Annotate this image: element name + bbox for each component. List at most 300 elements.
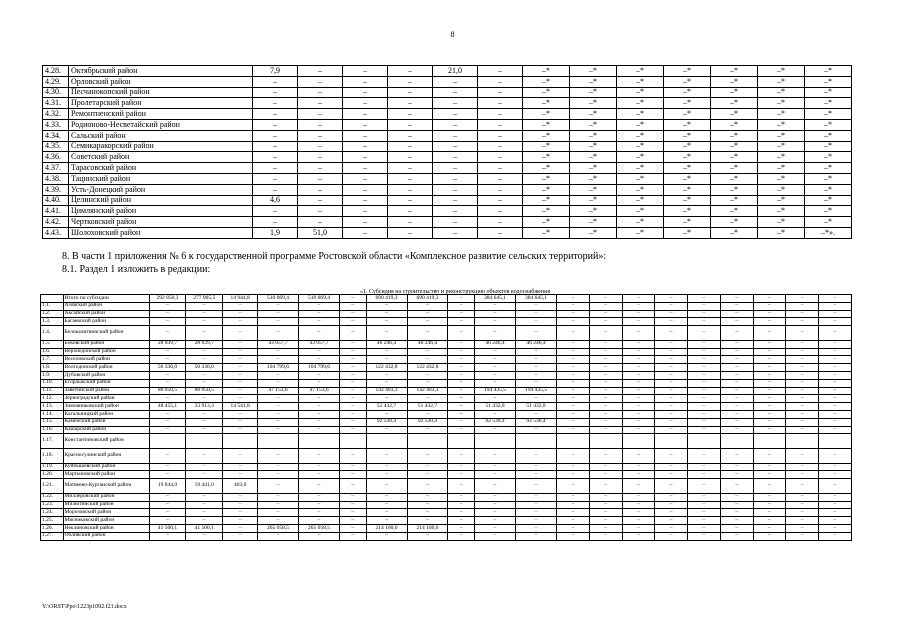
value-cell: – (589, 340, 622, 348)
value-cell: – (655, 448, 688, 463)
value-cell: – (720, 509, 753, 517)
table-row (43, 152, 852, 163)
value-cell: – (258, 509, 299, 517)
value-cell: – (556, 379, 589, 387)
value-cell: – (186, 509, 223, 517)
district-name-cell: Целинский район (69, 195, 253, 206)
district-name-cell: Итого по субсидии (63, 295, 149, 303)
value-cell: – (223, 395, 258, 403)
value-cell: – (516, 524, 557, 532)
table-row (41, 509, 852, 517)
value-cell: 277 905,5 (186, 295, 223, 303)
value-cell: –* (711, 217, 758, 228)
table-row (41, 410, 852, 418)
value-cell: – (223, 302, 258, 310)
subsidy-table-body (41, 295, 852, 541)
value-cell: – (589, 463, 622, 471)
value-cell: –* (664, 206, 711, 217)
value-cell: –* (617, 66, 664, 77)
value-cell: – (253, 109, 298, 120)
row-number-cell: 4.41. (43, 206, 69, 217)
value-cell: – (223, 371, 258, 379)
value-cell: – (589, 387, 622, 395)
value-cell: –* (523, 109, 570, 120)
table-row (41, 310, 852, 318)
value-cell: – (186, 356, 223, 364)
value-cell: – (258, 463, 299, 471)
value-cell: – (343, 66, 388, 77)
value-cell: – (786, 326, 819, 341)
value-cell: –* (570, 87, 617, 98)
value-cell: – (253, 141, 298, 152)
value-cell: – (786, 471, 819, 479)
value-cell: 7,9 (253, 66, 298, 77)
value-cell: – (786, 340, 819, 348)
value-cell: – (720, 517, 753, 525)
row-number-cell: 1.2. (41, 310, 64, 318)
value-cell: –* (758, 163, 805, 174)
value-cell: – (753, 493, 786, 501)
value-cell: – (448, 356, 475, 364)
value-cell: – (819, 479, 852, 494)
table-row (43, 119, 852, 130)
value-cell: – (298, 130, 343, 141)
row-number-cell: 4.37. (43, 163, 69, 174)
value-cell: – (407, 379, 448, 387)
value-cell: – (366, 517, 407, 525)
value-cell: – (223, 532, 258, 540)
value-cell: – (448, 371, 475, 379)
value-cell: – (556, 356, 589, 364)
value-cell: 142 403,3 (366, 387, 407, 395)
row-number-cell: 4.38. (43, 173, 69, 184)
value-cell: – (655, 340, 688, 348)
value-cell: – (516, 471, 557, 479)
district-name-cell: Миллеровский район (63, 493, 149, 501)
value-cell: – (688, 471, 721, 479)
value-cell: – (478, 76, 523, 87)
value-cell: – (655, 524, 688, 532)
value-cell: –* (758, 206, 805, 217)
value-cell: – (516, 371, 557, 379)
value-cell: – (819, 310, 852, 318)
value-cell: – (516, 426, 557, 434)
district-name-cell: Багаевский район (63, 318, 149, 326)
value-cell: – (516, 448, 557, 463)
value-cell: – (407, 517, 448, 525)
value-cell: – (253, 173, 298, 184)
value-cell: – (819, 493, 852, 501)
value-cell: – (589, 302, 622, 310)
value-cell: – (753, 410, 786, 418)
value-cell: –* (523, 76, 570, 87)
value-cell: – (475, 364, 516, 372)
value-cell: – (366, 318, 407, 326)
value-cell: 33 913,3 (186, 403, 223, 411)
value-cell: – (258, 418, 299, 426)
value-cell: – (448, 532, 475, 540)
value-cell: 88 050,5 (149, 387, 186, 395)
value-cell: – (688, 340, 721, 348)
value-cell: 19 441,0 (186, 479, 223, 494)
value-cell: – (475, 356, 516, 364)
value-cell: –* (711, 163, 758, 174)
value-cell: – (433, 184, 478, 195)
value-cell: – (516, 517, 557, 525)
value-cell: – (589, 501, 622, 509)
value-cell: – (258, 395, 299, 403)
value-cell: – (720, 318, 753, 326)
value-cell: – (149, 318, 186, 326)
section-caption: «1. Субсидия на строительство и реконструкцию объектов водоснабжения (360, 289, 551, 295)
value-cell: –* (570, 109, 617, 120)
value-cell: – (622, 479, 655, 494)
value-cell: – (589, 364, 622, 372)
row-number-cell (41, 295, 64, 303)
district-name-cell: Верхнедонской район (63, 348, 149, 356)
value-cell: – (655, 310, 688, 318)
value-cell: – (720, 364, 753, 372)
value-cell: – (753, 463, 786, 471)
value-cell: –* (523, 184, 570, 195)
value-cell: –* (523, 206, 570, 217)
value-cell: –* (523, 173, 570, 184)
value-cell: –* (570, 66, 617, 77)
value-cell: – (655, 532, 688, 540)
value-cell: – (622, 418, 655, 426)
value-cell: – (688, 395, 721, 403)
value-cell: – (366, 471, 407, 479)
district-name-cell: Азовский район (63, 302, 149, 310)
value-cell: – (366, 326, 407, 341)
value-cell: – (339, 387, 366, 395)
value-cell: –* (711, 206, 758, 217)
value-cell: – (655, 356, 688, 364)
value-cell: – (786, 387, 819, 395)
value-cell: –* (711, 195, 758, 206)
value-cell: –* (711, 141, 758, 152)
value-cell (258, 434, 299, 449)
value-cell: – (786, 501, 819, 509)
row-number-cell: 4.39. (43, 184, 69, 195)
value-cell: – (186, 395, 223, 403)
value-cell: 104 799,6 (299, 364, 340, 372)
value-cell: – (556, 517, 589, 525)
value-cell: 19 844,0 (149, 479, 186, 494)
amendment-subparagraph: 8.1. Раздел 1 изложить в редакции: (62, 264, 211, 275)
value-cell: – (339, 356, 366, 364)
table-row (43, 87, 852, 98)
value-cell: – (688, 410, 721, 418)
district-name-cell: Красносулинский район (63, 448, 149, 463)
value-cell: – (223, 410, 258, 418)
value-cell: – (339, 532, 366, 540)
value-cell: – (589, 532, 622, 540)
row-number-cell: 4.29. (43, 76, 69, 87)
value-cell: – (786, 509, 819, 517)
value-cell: 51 432,8 (475, 403, 516, 411)
value-cell: – (448, 340, 475, 348)
value-cell: – (448, 395, 475, 403)
value-cell: – (339, 410, 366, 418)
value-cell: 14 944,8 (223, 295, 258, 303)
value-cell: – (556, 471, 589, 479)
value-cell: –* (570, 206, 617, 217)
value-cell: – (339, 426, 366, 434)
value-cell: – (688, 524, 721, 532)
value-cell: – (475, 448, 516, 463)
value-cell: – (448, 410, 475, 418)
value-cell: – (366, 501, 407, 509)
value-cell: – (149, 463, 186, 471)
value-cell: – (339, 302, 366, 310)
value-cell: – (407, 471, 448, 479)
value-cell: – (688, 295, 721, 303)
row-number-cell: 1.10. (41, 379, 64, 387)
value-cell: – (298, 119, 343, 130)
value-cell: –* (758, 130, 805, 141)
value-cell: – (223, 340, 258, 348)
district-name-cell: Заветинский район (63, 387, 149, 395)
value-cell: 214 160,0 (366, 524, 407, 532)
value-cell: –* (805, 109, 852, 120)
value-cell: – (388, 184, 433, 195)
value-cell (556, 434, 589, 449)
value-cell: –* (805, 98, 852, 109)
table-row (43, 109, 852, 120)
value-cell: – (475, 501, 516, 509)
value-cell: – (819, 387, 852, 395)
value-cell: – (339, 371, 366, 379)
value-cell: – (589, 418, 622, 426)
value-cell: – (819, 318, 852, 326)
table-row (43, 184, 852, 195)
value-cell: –* (758, 184, 805, 195)
value-cell: – (622, 448, 655, 463)
value-cell: – (786, 356, 819, 364)
value-cell: – (753, 326, 786, 341)
value-cell: – (186, 410, 223, 418)
value-cell: – (753, 302, 786, 310)
district-name-cell: Константиновский район (63, 434, 149, 449)
value-cell: – (720, 410, 753, 418)
district-name-cell: Песчанокопский район (69, 87, 253, 98)
district-name-cell: Советский район (69, 152, 253, 163)
value-cell: – (433, 163, 478, 174)
value-cell: –* (664, 109, 711, 120)
value-cell: – (786, 348, 819, 356)
value-cell: – (478, 152, 523, 163)
table-row (43, 98, 852, 109)
district-name-cell: Зимовниковский район (63, 403, 149, 411)
value-cell: – (339, 403, 366, 411)
value-cell: – (753, 501, 786, 509)
value-cell: –* (570, 173, 617, 184)
value-cell: –* (570, 152, 617, 163)
value-cell: – (298, 163, 343, 174)
value-cell: – (786, 532, 819, 540)
value-cell: – (475, 371, 516, 379)
value-cell: –* (570, 227, 617, 238)
value-cell: – (556, 364, 589, 372)
value-cell: –* (664, 98, 711, 109)
value-cell: – (366, 463, 407, 471)
value-cell: – (433, 119, 478, 130)
row-number-cell: 1.18. (41, 448, 64, 463)
value-cell: – (253, 217, 298, 228)
value-cell: – (339, 310, 366, 318)
table-row (41, 418, 852, 426)
district-name-cell: Дубовский район (63, 371, 149, 379)
value-cell: – (299, 517, 340, 525)
value-cell: – (299, 493, 340, 501)
value-cell: –* (664, 119, 711, 130)
value-cell: – (339, 517, 366, 525)
row-number-cell: 4.28. (43, 66, 69, 77)
value-cell: – (366, 348, 407, 356)
value-cell: – (475, 410, 516, 418)
value-cell: – (720, 418, 753, 426)
value-cell: – (407, 310, 448, 318)
district-name-cell: Орловский район (69, 76, 253, 87)
value-cell: – (253, 76, 298, 87)
district-name-cell: Шолоховский район (69, 227, 253, 238)
value-cell: 43 057,7 (299, 340, 340, 348)
value-cell: – (223, 364, 258, 372)
value-cell: –* (617, 98, 664, 109)
value-cell: –* (523, 152, 570, 163)
table-row (43, 66, 852, 77)
value-cell: –* (523, 87, 570, 98)
value-cell: –* (570, 184, 617, 195)
value-cell: – (186, 318, 223, 326)
value-cell: – (299, 310, 340, 318)
value-cell: – (433, 76, 478, 87)
value-cell: – (688, 387, 721, 395)
value-cell: – (433, 152, 478, 163)
table-row (41, 340, 852, 348)
value-cell: 28 039,7 (149, 340, 186, 348)
value-cell: 92 530,4 (366, 418, 407, 426)
value-cell: – (622, 371, 655, 379)
districts-table-continued (42, 65, 852, 239)
value-cell: –* (617, 217, 664, 228)
value-cell: – (753, 395, 786, 403)
value-cell: – (622, 471, 655, 479)
value-cell: – (299, 395, 340, 403)
value-cell: – (407, 426, 448, 434)
value-cell: – (589, 479, 622, 494)
value-cell: –* (664, 152, 711, 163)
value-cell: – (819, 340, 852, 348)
value-cell: – (478, 87, 523, 98)
value-cell: – (343, 227, 388, 238)
value-cell: – (223, 426, 258, 434)
value-cell: – (388, 66, 433, 77)
value-cell: – (688, 463, 721, 471)
value-cell: – (819, 463, 852, 471)
value-cell: – (343, 206, 388, 217)
value-cell: – (556, 448, 589, 463)
value-cell: – (339, 340, 366, 348)
value-cell (407, 434, 448, 449)
value-cell: – (786, 379, 819, 387)
value-cell: – (388, 109, 433, 120)
value-cell: – (655, 418, 688, 426)
value-cell: – (149, 493, 186, 501)
value-cell: –* (523, 195, 570, 206)
value-cell: – (655, 517, 688, 525)
value-cell: – (258, 517, 299, 525)
value-cell: – (366, 379, 407, 387)
value-cell: – (343, 119, 388, 130)
value-cell: – (819, 418, 852, 426)
value-cell: – (223, 448, 258, 463)
value-cell: 122 432,8 (407, 364, 448, 372)
water-supply-subsidy-table (40, 294, 852, 541)
value-cell: – (366, 509, 407, 517)
value-cell (516, 434, 557, 449)
value-cell: – (516, 501, 557, 509)
value-cell: – (753, 532, 786, 540)
table-row (41, 295, 852, 303)
value-cell: – (448, 318, 475, 326)
value-cell: –* (758, 141, 805, 152)
value-cell (186, 434, 223, 449)
value-cell: – (299, 356, 340, 364)
district-name-cell: Неклиновский район (63, 524, 149, 532)
value-cell: – (343, 130, 388, 141)
value-cell: –* (711, 76, 758, 87)
table-row (41, 463, 852, 471)
value-cell: – (258, 471, 299, 479)
value-cell: – (388, 227, 433, 238)
value-cell: – (589, 379, 622, 387)
value-cell: – (223, 509, 258, 517)
value-cell: 690 419,3 (407, 295, 448, 303)
value-cell: – (819, 501, 852, 509)
value-cell: – (720, 295, 753, 303)
value-cell: – (655, 501, 688, 509)
value-cell: –* (523, 66, 570, 77)
value-cell (688, 434, 721, 449)
value-cell: – (819, 403, 852, 411)
district-name-cell: Цимлянский район (69, 206, 253, 217)
value-cell: – (475, 302, 516, 310)
page-number: 8 (450, 30, 455, 39)
value-cell: – (516, 310, 557, 318)
value-cell: – (516, 532, 557, 540)
value-cell: –* (617, 130, 664, 141)
value-cell: – (753, 348, 786, 356)
value-cell: – (298, 87, 343, 98)
value-cell: – (786, 493, 819, 501)
row-number-cell: 1.6. (41, 348, 64, 356)
value-cell: – (556, 310, 589, 318)
file-path-footer: Y:\ORST\Ppo\1223p1092.f21.docx (42, 604, 127, 610)
value-cell: – (478, 163, 523, 174)
value-cell: – (186, 517, 223, 525)
value-cell: – (655, 395, 688, 403)
value-cell: – (388, 98, 433, 109)
district-name-cell: Усть-Донецкий район (69, 184, 253, 195)
value-cell: – (149, 395, 186, 403)
value-cell: – (475, 326, 516, 341)
value-cell: 50 336,0 (186, 364, 223, 372)
value-cell: – (622, 395, 655, 403)
value-cell: – (186, 426, 223, 434)
value-cell: – (655, 302, 688, 310)
